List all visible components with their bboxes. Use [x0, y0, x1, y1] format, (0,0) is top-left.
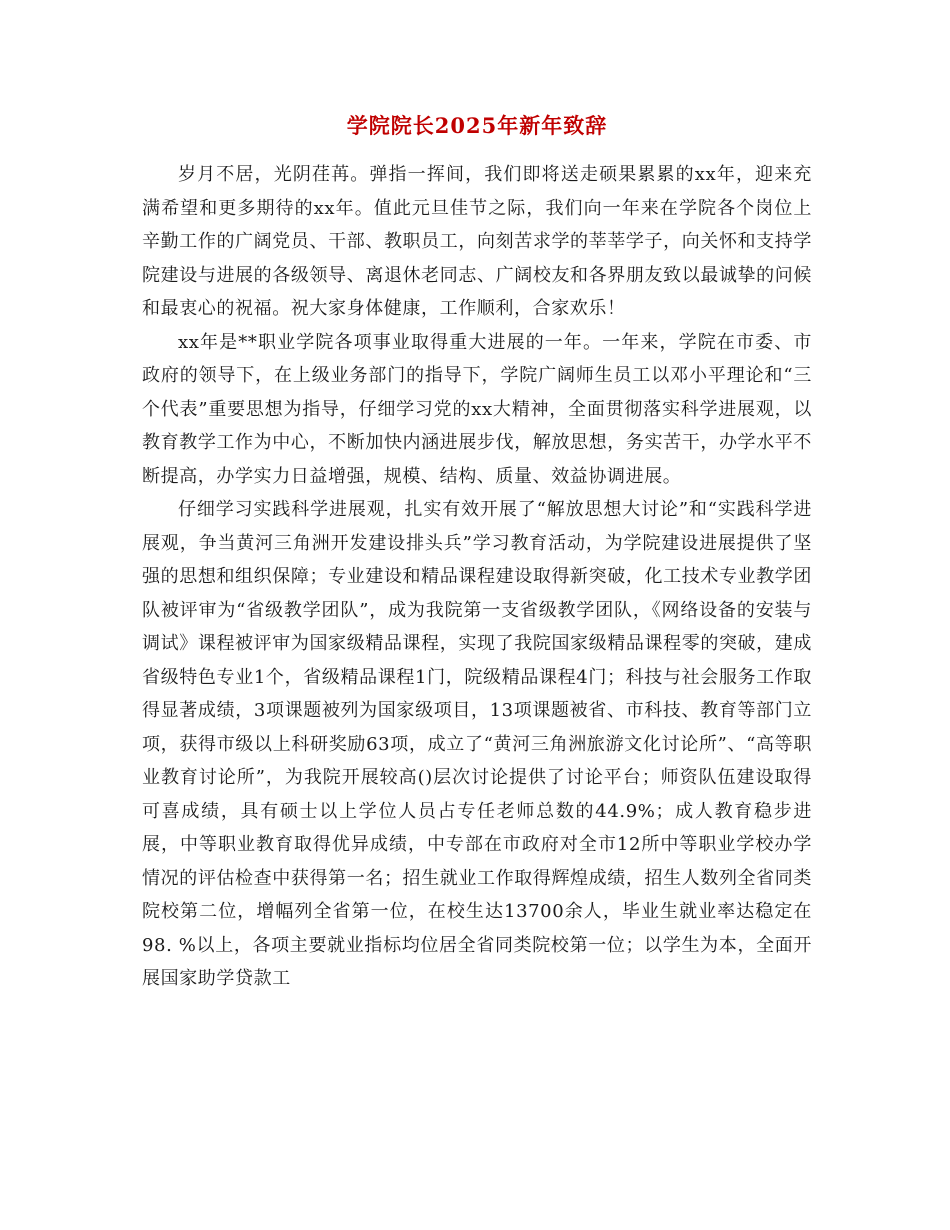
document-body: [142, 108, 812, 996]
paragraph-greeting: 岁月不居，光阴荏苒。弹指一挥间，我们即将送走硕果累累的xx年，迎来充满希望和更多期待的xx年。值此元旦佳节之际，我们向一年来在学院各个岗位上辛勤工作的广阔党员、干部、教职员工，向刻苦求学的莘莘学子，向关怀和支持学院建设与进展的各级领导、离退休老同志、广阔校友和各界朋友致以最诚挚的问候和最衷心的祝福。祝大家身体健康，工作顺利，合家欢乐！: [142, 164, 812, 319]
paragraph-achievements: 仔细学习实践科学进展观，扎实有效开展了“解放思想大讨论”和“实践科学进展观，争当黄河三角洲开发建设排头兵”学习教育活动，为学院建设进展提供了坚强的思想和组织保障；专业建设和精品课程建设取得新突破，化工技术专业教学团队被评审为“省级教学团队”，成为我院第一支省级教学团队，《网络设备的安装与调试》课程被评审为国家级精品课程，实现了我院国家级精品课程零的突破，建成省级特色专业1个，省级精品课程1门，院级精品课程4门；科技与社会服务工作取得显著成绩，3项课题被列为国家级项目，13项课题被省、市科技、教育等部门立项，获得市级以上科研奖励63项，成立了“黄河三角洲旅游文化讨论所”、“高等职业教育讨论所”，为我院开展较高()层次讨论提供了讨论平台；师资队伍建设取得可喜成绩，具有硕士以上学位人员占专任老师总数的44.9%；成人教育稳步进展，中等职业教育取得优异成绩，中专部在市政府对全市12所中等职业学校办学情况的评估检查中获得第一名；招生就业工作取得辉煌成绩，招生人数列全省同类院校第二位，增幅列全省第一位，在校生达13700余人，毕业生就业率达稳定在98. %以上，各项主要就业指标均位居全省同类院校第一位；以学生为本，全面开展国家助学贷款工: [142, 499, 812, 989]
paragraph-year-overview: xx年是**职业学院各项事业取得重大进展的一年。一年来，学院在市委、市政府的领导下，在上级业务部门的指导下，学院广阔师生员工以邓小平理论和“三个代表”重要思想为指导，仔细学习党的xx大精神，全面贯彻落实科学进展观，以教育教学工作为中心，不断加快内涵进展步伐，解放思想，务实苦干，办学水平不断提高，办学实力日益增强，规模、结构、质量、效益协调进展。: [142, 331, 812, 487]
document-title: 学院院长2025年新年致辞: [346, 113, 608, 138]
